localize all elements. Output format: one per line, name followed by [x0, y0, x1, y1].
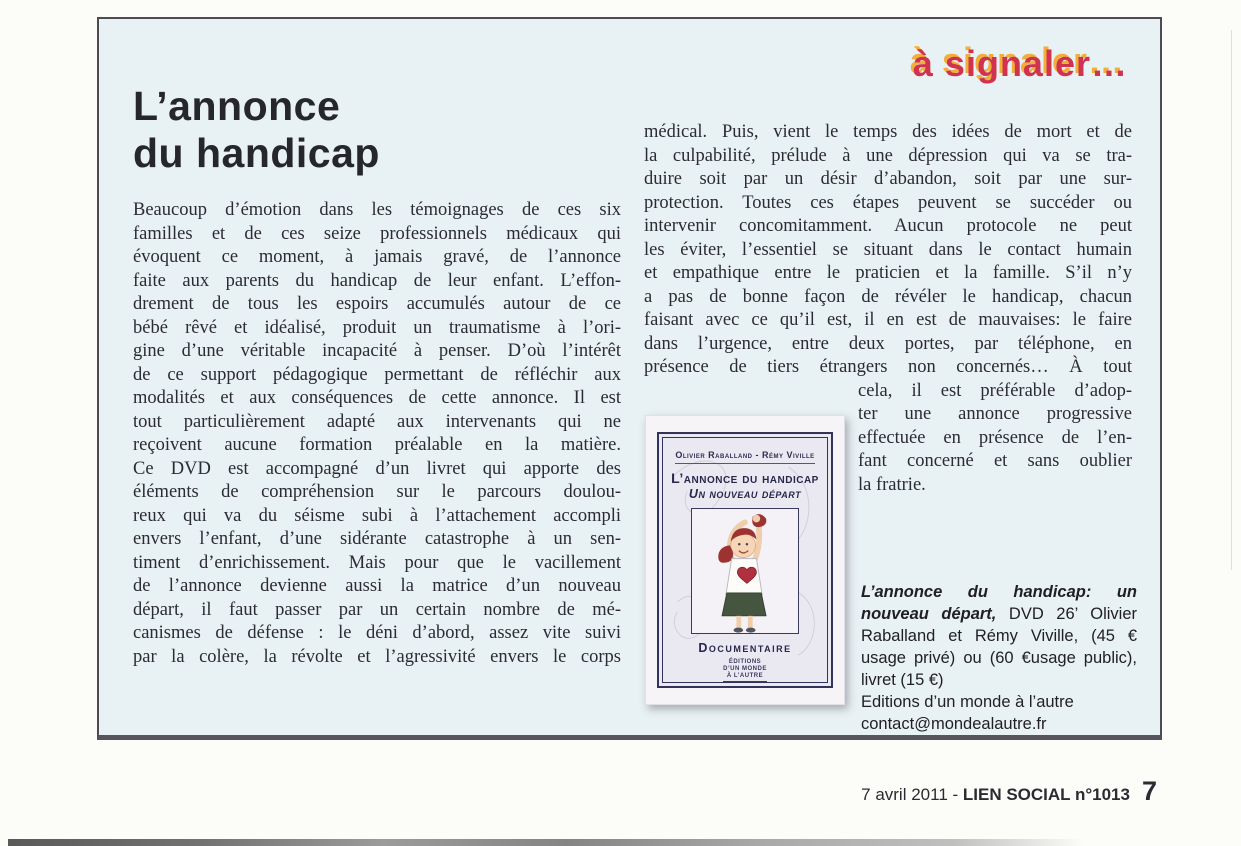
text-line: bébé rêvé et idéalisé, produit un traumatisme à l’ori-: [133, 317, 621, 338]
scan-artifact-edge: [1231, 30, 1232, 570]
text-line: tout particulièrement adapté aux intervenants qui ne: [133, 411, 621, 432]
article-column-right-wrap: [858, 380, 1132, 498]
cover-publisher-line3: À L’AUTRE: [726, 673, 764, 679]
text-line: la fratrie.: [858, 474, 926, 495]
text-line: éléments de compréhension sur le parcours doulou-: [133, 482, 621, 502]
footer-date: 7 avril 2011 -: [861, 785, 963, 804]
dvd-cover: [657, 432, 833, 688]
text-line: Ce DVD est accompagné d’un livret qui apporte des: [133, 458, 621, 479]
scan-artifact-bar: [8, 839, 1083, 846]
text-line: a pas de bonne façon de révéler le handicap, chacun: [644, 286, 1132, 307]
text-line: duire soit par un désir d’abandon, soit par une sur-: [644, 169, 1132, 189]
cover-illustration-frame: [691, 508, 799, 634]
text-line: faite aux parents du handicap de leur enfant. L’effon-: [133, 270, 621, 291]
caption-lead: [861, 581, 1137, 691]
text-line: par la colère, la révolte et l’agressivité envers le corps: [133, 646, 621, 667]
article-title-line1: L’annonce: [133, 83, 341, 129]
text-line: médical. Puis, vient le temps des idées de mort et de: [644, 122, 1132, 142]
footer-magazine-name: LIEN SOCIAL n°1013: [962, 785, 1130, 804]
cover-publisher-line1: ÉDITIONS: [728, 659, 762, 665]
text-line: reux qui va du séisme subi à l’attachement accompli: [133, 505, 621, 526]
caption-title: L’annonce du handicap: un nouveau départ,: [861, 583, 1137, 623]
section-label: à signaler…: [912, 43, 1128, 84]
cover-publisher-logo: [723, 659, 767, 682]
text-line: la culpabilité, prélude à une dépression qui va se tra-: [644, 145, 1132, 166]
article-column-left: [133, 199, 621, 669]
text-line: intervenir concomitamment. Aucun protocole ne peut: [644, 216, 1132, 236]
text-line: timent d’enrichissement. Mais pour que le vacillement: [133, 552, 621, 573]
text-line: effectuée en présence de l’en-: [858, 427, 1132, 448]
text-line: reçoivent aucune formation préalable en la matière.: [133, 435, 621, 455]
text-line: dans l’urgence, entre deux portes, par téléphone, en: [644, 333, 1132, 354]
text-line: drement de tous les espoirs accumulés autour de ce: [133, 294, 621, 314]
text-line: évoquent ce moment, à jamais gravé, de l’annonce: [133, 247, 621, 267]
article-column-right-full: [644, 121, 1132, 380]
text-line: faisant avec ce qu’il est, il en est de mauvaises: le faire: [644, 310, 1132, 330]
text-line: familles et de ces seize professionnels médicaux qui: [133, 223, 621, 244]
text-line: protection. Toutes ces étapes peuvent se succéder ou: [644, 192, 1132, 213]
caption-publisher: Editions d’un monde à l’autre: [861, 693, 1074, 711]
text-line: modalités et aux conséquences de cette annonce. Il est: [133, 388, 621, 408]
text-line: gine d’une véritable incapacité à penser. D’où l’intérêt: [133, 341, 621, 361]
cover-title: L’annonce du handicap: [671, 470, 819, 486]
caption-details: DVD 26’ Olivier Raballand et Rémy Viville, (45 € usage privé) ou (60 €usage public), livret (15 €): [861, 605, 1137, 689]
text-line: de l’annonce devienne aussi la matrice d’un nouveau: [133, 576, 621, 596]
text-line: ter une annonce progressive: [858, 404, 1132, 424]
text-line: et empathique entre le praticien et la famille. S’il n’y: [644, 263, 1132, 283]
page-footer: [861, 776, 1157, 807]
text-line: les éviter, l’essentiel se situant dans le contact humain: [644, 239, 1132, 260]
text-line: canismes de défense : le déni d’abord, assez vite suivi: [133, 623, 621, 643]
text-line: envers l’enfant, d’une sidérante catastrophe à un sen-: [133, 529, 621, 549]
article-title-line2: du handicap: [133, 130, 380, 176]
text-line: de ce support pédagogique permettant de réfléchir aux: [133, 364, 621, 385]
text-line: fant concerné et sans oublier: [858, 451, 1132, 471]
text-line: présence de tiers étrangers non concernés… À tout: [644, 357, 1132, 377]
cover-subtitle: Un nouveau départ: [688, 487, 802, 501]
cover-publisher-line2: D’UN MONDE: [723, 666, 767, 672]
text-line: cela, il est préférable d’adop-: [858, 380, 1132, 401]
cover-authors: Olivier Raballand - Rémy Viville: [675, 450, 814, 464]
cover-genre: Documentaire: [698, 641, 792, 655]
dvd-cover-inner-frame: [662, 437, 828, 683]
text-line: Beaucoup d’émotion dans les témoignages de ces six: [133, 200, 621, 220]
footer-page-number: 7: [1141, 776, 1157, 806]
article-title: [133, 83, 380, 177]
dvd-reference-caption: [861, 581, 1137, 735]
text-line: départ, il faut passer par un certain nombre de mé-: [133, 599, 621, 620]
magazine-page-panel: [97, 17, 1162, 740]
girl-illustration: [695, 509, 795, 633]
caption-contact-email: contact@mondealautre.fr: [861, 715, 1047, 733]
dvd-cover-photo: [645, 415, 845, 705]
